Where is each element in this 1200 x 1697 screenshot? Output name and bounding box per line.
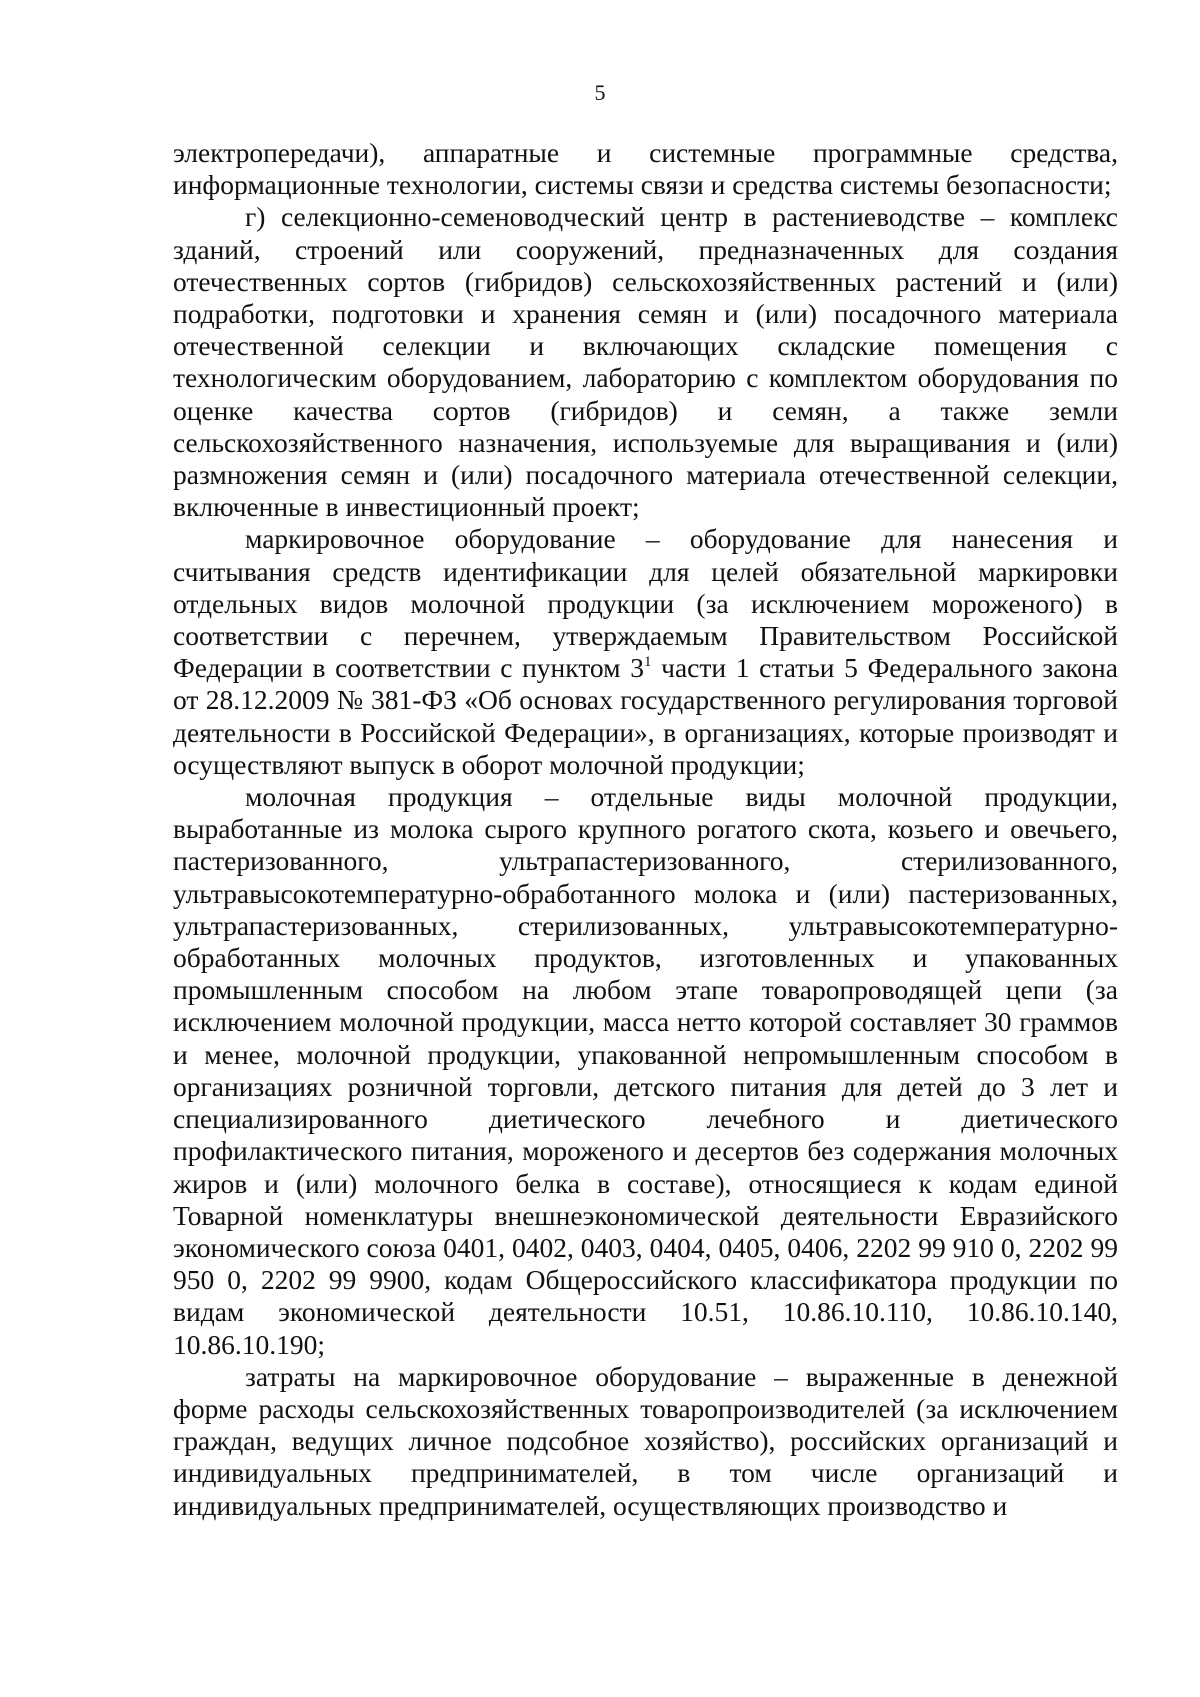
paragraph-continuation: электропередачи), аппаратные и системные программные средства, информационные технологии, системы связи и средства системы безопасности; — [173, 137, 1118, 201]
paragraph-marking-equipment-definition — [173, 523, 1118, 781]
paragraph-dairy-products-definition: молочная продукция – отдельные виды молочной продукции, выработанные из молока сырого крупного рогатого скота, козьего и овечьего, пастеризованного, ультрапастеризованного, стерилизованного, ультравысокотемпературно-обработанного молока и (или) пастеризованных, ультрапастеризованных, стерилизованных, ультравысокотемпературно-обработанных молочных продуктов, изготовленных и упакованных промышленным способом на любом этапе товаропроводящей цепи (за исключением молочной продукции, масса нетто которой составляет 30 граммов и менее, молочной продукции, упакованной непромышленным способом в организациях розничной торговли, детского питания для детей до 3 лет и специализированного диетического лечебного и диетического профилактического питания, мороженого и десертов без содержания молочных жиров и (или) молочного белка в составе), относящиеся к кодам единой Товарной номенклатуры внешнеэкономической деятельности Евразийского экономического союза 0401, 0402, 0403, 0404, 0405, 0406, 2202 99 910 0, 2202 99 950 0, 2202 99 9900, кодам Общероссийского классификатора продукции по видам экономической деятельности 10.51, 10.86.10.110, 10.86.10.140, 10.86.10.190; — [173, 781, 1118, 1360]
superscript: 1 — [643, 654, 652, 671]
paragraph-text-before-superscript: маркировочное оборудование – оборудование для нанесения и считывания средств идентификации для целей обязательной маркировки отдельных видов молочной продукции (за исключением мороженого) в соответствии с перечнем, утверждаемым Правительством Российской Федерации в соответствии с пунктом 3 — [173, 523, 1118, 684]
document-body — [173, 137, 1118, 1522]
paragraph-text-after-superscript: части 1 статьи 5 Федерального закона от 28.12.2009 № 381-ФЗ «Об основах государственного регулирования торговой деятельности в Российской Федерации», в организациях, которые производят и осуществляют выпуск в оборот молочной продукции; — [173, 652, 1118, 780]
paragraph-seed-center-definition: г) селекционно-семеноводческий центр в растениеводстве – комплекс зданий, строений или сооружений, предназначенных для создания отечественных сортов (гибридов) сельскохозяйственных растений и (или) подработки, подготовки и хранения семян и (или) посадочного материала отечественной селекции и включающих складские помещения с технологическим оборудованием, лабораторию с комплектом оборудования по оценке качества сортов (гибридов) и семян, а также земли сельскохозяйственного назначения, используемые для выращивания и (или) размножения семян и (или) посадочного материала отечественной селекции, включенные в инвестиционный проект; — [173, 201, 1118, 523]
page-number: 5 — [594, 80, 606, 105]
paragraph-marking-costs-definition: затраты на маркировочное оборудование – выраженные в денежной форме расходы сельскохозяйственных товаропроизводителей (за исключением граждан, ведущих личное подсобное хозяйство), российских организаций и индивидуальных предпринимателей, в том числе организаций и индивидуальных предпринимателей, осуществляющих производство и — [173, 1360, 1118, 1521]
